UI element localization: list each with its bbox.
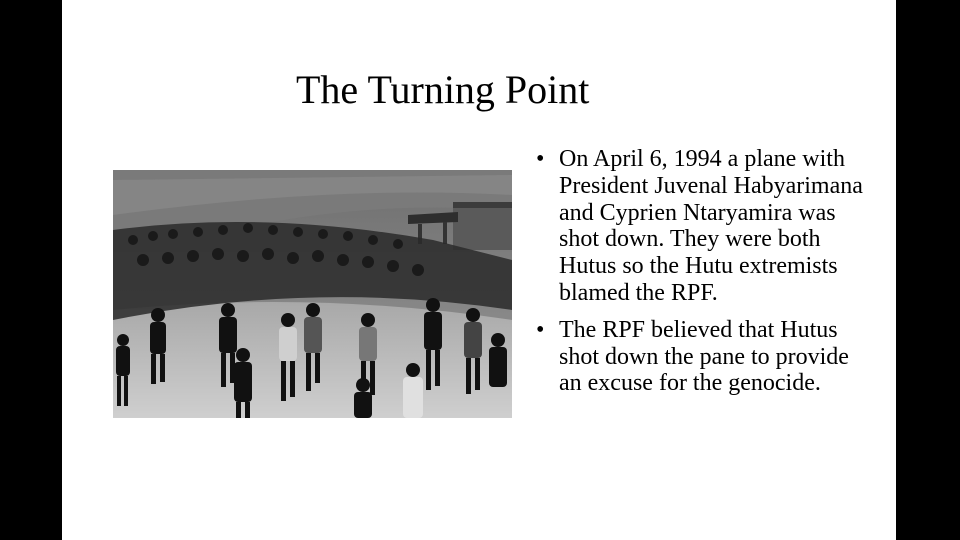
crowd-photo — [113, 170, 512, 418]
slide-title: The Turning Point — [296, 67, 590, 112]
bullet-list — [536, 146, 866, 407]
bullet-item — [536, 317, 866, 397]
bullet-marker: • — [536, 146, 545, 172]
bullet-text: On April 6, 1994 a plane with President Juvenal Habyarimana and Cyprien Ntaryamira was shot down. They were both Hutus so the Hutu extremists blamed the RPF. — [559, 146, 863, 306]
bullet-text: The RPF believed that Hutus shot down the pane to provide an excuse for the genocide. — [559, 316, 849, 397]
slide — [62, 0, 896, 540]
bullet-marker: • — [536, 316, 545, 343]
crowd-photo-image — [113, 170, 512, 418]
bullet-item — [536, 146, 866, 307]
